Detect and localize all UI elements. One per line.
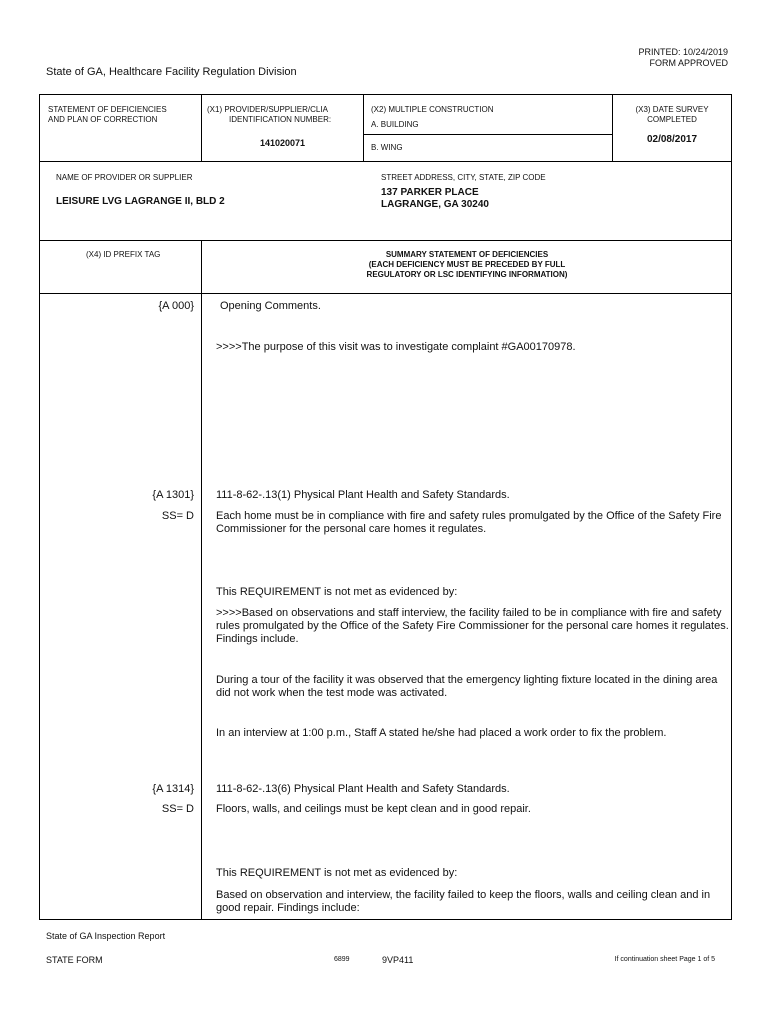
tag-a000: {A 000} [158,300,194,312]
x1-label-1: (X1) PROVIDER/SUPPLIER/CLIA [207,105,328,114]
inspection-report-label: State of GA Inspection Report [46,931,166,941]
form-number: 6899 [334,956,350,963]
printed-date: PRINTED: 10/24/2019 [638,47,728,57]
a1314-finding-1: Based on observation and interview, the facility failed to keep the floors, walls and ceiling clean and in good repair. Findings include: [216,889,711,914]
divider-x2 [363,94,364,162]
divider-box1-bottom [39,161,732,162]
summary-label-1: SUMMARY STATEMENT OF DEFICIENCIES [385,250,549,259]
tag-a1301: {A 1301} [152,489,194,501]
tag-a1314: {A 1314} [152,783,194,795]
address-line-2: LAGRANGE, GA 30240 [381,199,489,210]
column-divider [201,240,202,920]
continuation-sheet: If continuation sheet Page 1 of 5 [614,956,715,963]
a1301-finding-1: >>>>Based on observations and staff interview, the facility failed to be in compliance with fire and safety rules promulgated by the Office of the Safety Fire Commissioner for the personal care homes it regulates. Findings include. [216,607,729,645]
ss-a1314: SS= D [161,803,194,815]
a1314-requirement: This REQUIREMENT is not met as evidenced by: [216,867,458,879]
statement-label-1: STATEMENT OF DEFICIENCIES [48,105,167,114]
frame-left [39,94,40,920]
x2-label: (X2) MULTIPLE CONSTRUCTION [371,105,494,114]
x1-identification-number: 141020071 [259,138,306,148]
a1301-rule: Each home must be in compliance with fire and safety rules promulgated by the Office of the Safety Fire Commissioner for the personal care homes it regulates. [216,510,722,535]
summary-label-2: (EACH DEFICIENCY MUST BE PRECEDED BY FULL [368,260,566,269]
a1301-title: 111-8-62-.13(1) Physical Plant Health and Safety Standards. [216,489,510,501]
a000-title: Opening Comments. [220,300,321,312]
divider-x1 [201,94,202,162]
a1301-finding-2: During a tour of the facility it was observed that the emergency lighting fixture located in the dining area did not work when the test mode was activated. [216,674,718,699]
x3-label-1: (X3) DATE SURVEY [635,105,709,114]
provider-label: NAME OF PROVIDER OR SUPPLIER [56,173,193,182]
frame-top [39,94,732,95]
frame-right [731,94,732,920]
x3-label-2: COMPLETED [647,115,697,124]
provider-name: LEISURE LVG LAGRANGE II, BLD 2 [56,196,225,207]
frame-bottom [39,919,732,920]
a1314-title: 111-8-62-.13(6) Physical Plant Health and Safety Standards. [216,783,510,795]
x2-building: A. BUILDING [371,120,419,129]
address-line-1: 137 PARKER PLACE [381,187,479,198]
form-approved: FORM APPROVED [649,58,728,68]
address-label: STREET ADDRESS, CITY, STATE, ZIP CODE [381,173,546,182]
a1301-finding-3: In an interview at 1:00 p.m., Staff A stated he/she had placed a work order to fix the problem. [216,727,667,739]
ss-a1301: SS= D [161,510,194,522]
x2-wing: B. WING [371,143,403,152]
statement-label-2: AND PLAN OF CORRECTION [48,115,158,124]
prefix-tag-label: (X4) ID PREFIX TAG [86,250,161,259]
summary-label-3: REGULATORY OR LSC IDENTIFYING INFORMATION) [366,270,568,279]
state-form-label: STATE FORM [46,955,103,965]
a1301-requirement: This REQUIREMENT is not met as evidenced by: [216,586,458,598]
x2-divider [363,134,612,135]
form-code: 9VP411 [382,955,414,965]
a000-text: >>>>The purpose of this visit was to investigate complaint #GA00170978. [216,341,576,353]
divider-box3-header [39,293,732,294]
divider-box2-bottom [39,240,732,241]
division-title: State of GA, Healthcare Facility Regulation Division [46,66,297,78]
x1-label-2: IDENTIFICATION NUMBER: [229,115,332,124]
a1314-rule: Floors, walls, and ceilings must be kept clean and in good repair. [216,803,531,815]
x3-date-completed: 02/08/2017 [646,134,698,145]
